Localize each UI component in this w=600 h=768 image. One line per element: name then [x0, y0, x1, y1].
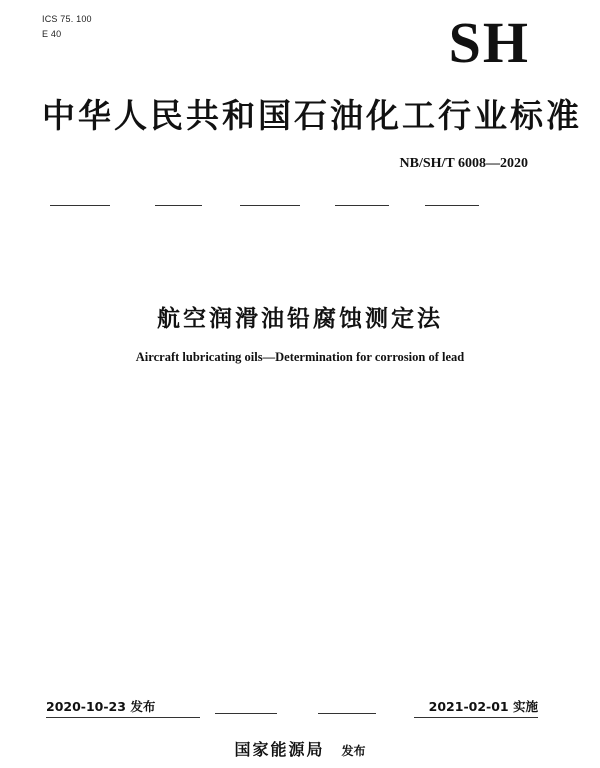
document-title-cn: 航空润滑油铅腐蚀测定法	[157, 306, 443, 332]
divider-line	[425, 205, 479, 206]
standard-number: NB/SH/T 6008—2020	[399, 156, 528, 171]
effective-date: 2021-02-01	[428, 699, 509, 714]
divider-line	[240, 205, 300, 206]
publisher-action: 发布	[341, 744, 366, 758]
category-code: E 40	[42, 29, 62, 39]
divider-line	[155, 205, 202, 206]
divider-line	[215, 713, 277, 714]
divider-line	[318, 713, 376, 714]
effective-label: 实施	[512, 699, 538, 714]
publisher-line	[0, 737, 600, 760]
publisher-name: 国家能源局	[234, 740, 325, 759]
issue-date-line	[46, 697, 200, 718]
standard-title: 中华人民共和国石油化工行业标准	[42, 96, 582, 135]
ics-code: ICS 75. 100	[42, 14, 92, 24]
issue-label: 发布	[130, 699, 156, 714]
divider-line	[50, 205, 110, 206]
issue-date: 2020-10-23	[46, 699, 126, 714]
standard-mark-logo: SH	[448, 10, 530, 75]
document-title-en: Aircraft lubricating oils—Determination for corrosion of lead	[135, 350, 465, 364]
divider-line	[335, 205, 389, 206]
effective-date-line	[414, 697, 538, 718]
